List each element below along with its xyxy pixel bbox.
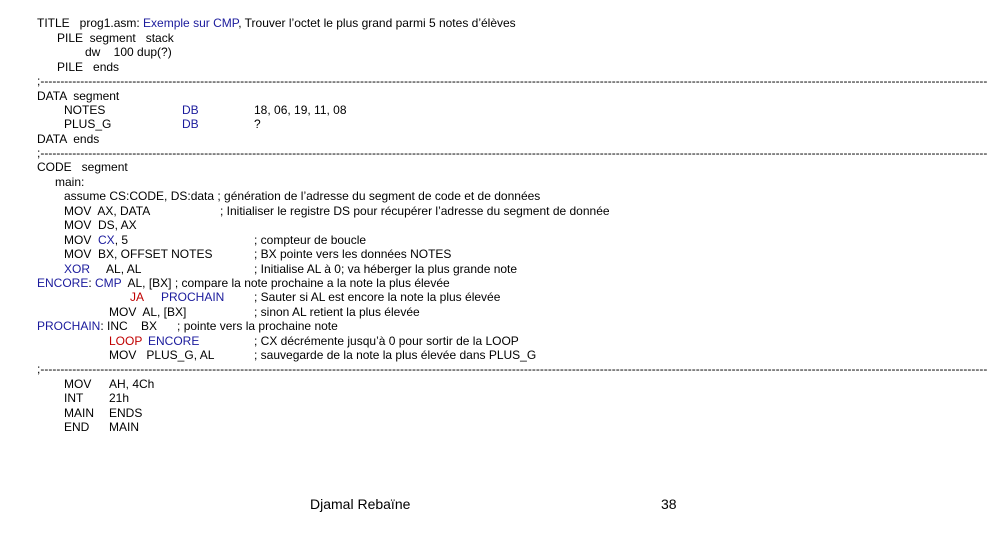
mov-cx-comment: ; compteur de boucle xyxy=(254,233,367,247)
loop-comment: ; CX décrémente jusqu’à 0 pour sortir de la LOOP xyxy=(254,334,519,348)
main-ends-args: ENDS xyxy=(109,406,143,420)
mov-plus-g: MOV PLUS_G, AL xyxy=(109,348,215,362)
encore-label: ENCORE xyxy=(37,276,89,290)
mov-cx-value: , 5 xyxy=(114,233,129,247)
cmp-keyword: CMP xyxy=(95,276,122,290)
mov-al-bx: MOV AL, [BX] xyxy=(109,305,187,319)
footer-author: Djamal Rebaïne xyxy=(310,496,411,512)
separator-1: ;--------------------------------------------------------------------------------------------------------------------------------------------------------------------------------------------------------------------------------------------- xyxy=(37,74,987,88)
assume-line: assume CS:CODE, DS:data ; génération de l’adresse du segment de code et de données xyxy=(64,189,541,203)
data-segment-line: DATA segment xyxy=(37,89,120,103)
mov-bx-line: MOV BX, OFFSET NOTES xyxy=(64,247,213,261)
prochain-label: PROCHAIN xyxy=(37,319,101,333)
plus-g-value: ? xyxy=(254,117,261,131)
prochain-rest: : INC BX ; pointe vers la prochaine note xyxy=(100,319,338,333)
mov-ds-ax: MOV DS, AX xyxy=(64,218,137,232)
notes-directive: DB xyxy=(182,103,199,117)
mov-ah-args: AH, 4Ch xyxy=(109,377,155,391)
ja-target: PROCHAIN xyxy=(161,290,225,304)
mov-cx-line xyxy=(64,233,128,247)
plus-g-directive: DB xyxy=(182,117,199,131)
main-label: main: xyxy=(55,175,85,189)
xor-comment: ; Initialise AL à 0; va héberger la plus grande note xyxy=(254,262,518,276)
mov-al-bx-comment: ; sinon AL retient la plus élevée xyxy=(254,305,420,319)
xor-args: AL, AL xyxy=(90,262,142,276)
pile-segment-line: PILE segment stack xyxy=(57,31,174,45)
mov-ah-instr: MOV xyxy=(64,377,92,391)
mov-ax-data-comment: ; Initialiser le registre DS pour récupérer l’adresse du segment de donnée xyxy=(220,204,610,218)
plus-g-label: PLUS_G xyxy=(64,117,112,131)
title-line xyxy=(37,16,516,30)
title-prefix: TITLE prog1.asm: xyxy=(37,16,144,30)
code-segment-line: CODE segment xyxy=(37,160,128,174)
ja-comment: ; Sauter si AL est encore la note la plus élevée xyxy=(254,290,501,304)
cmp-rest: AL, [BX] ; compare la note prochaine a la note la plus élevée xyxy=(121,276,450,290)
title-suffix: , Trouver l’octet le plus grand parmi 5 notes d’élèves xyxy=(238,16,516,30)
main-ends-label: MAIN xyxy=(64,406,94,420)
end-instr: END xyxy=(64,420,90,434)
loop-target: ENCORE xyxy=(148,334,200,348)
separator-2: ;--------------------------------------------------------------------------------------------------------------------------------------------------------------------------------------------------------------------------------------------- xyxy=(37,146,987,160)
title-highlight: Exemple sur CMP xyxy=(143,16,239,30)
encore-line xyxy=(37,276,450,290)
end-args: MAIN xyxy=(109,420,139,434)
data-ends-line: DATA ends xyxy=(37,132,100,146)
prochain-line xyxy=(37,319,338,333)
pile-dw-line: dw 100 dup(?) xyxy=(85,45,172,59)
pile-ends-line: PILE ends xyxy=(57,60,120,74)
mov-bx-comment: ; BX pointe vers les données NOTES xyxy=(254,247,452,261)
separator-3: ;--------------------------------------------------------------------------------------------------------------------------------------------------------------------------------------------------------------------------------------------- xyxy=(37,362,987,376)
int-instr: INT xyxy=(64,391,84,405)
mov-cx-register: CX xyxy=(98,233,115,247)
ja-keyword: JA xyxy=(130,290,145,304)
int-args: 21h xyxy=(109,391,130,405)
xor-keyword: XOR xyxy=(64,262,91,276)
notes-values: 18, 06, 19, 11, 08 xyxy=(254,103,347,117)
mov-ax-data: MOV AX, DATA xyxy=(64,204,151,218)
notes-label: NOTES xyxy=(64,103,106,117)
encore-colon: : xyxy=(88,276,96,290)
mov-cx-instr: MOV xyxy=(64,233,99,247)
mov-plus-g-comment: ; sauvegarde de la note la plus élevée dans PLUS_G xyxy=(254,348,537,362)
xor-line xyxy=(64,262,141,276)
loop-keyword: LOOP xyxy=(109,334,143,348)
page-number: 38 xyxy=(661,496,677,512)
